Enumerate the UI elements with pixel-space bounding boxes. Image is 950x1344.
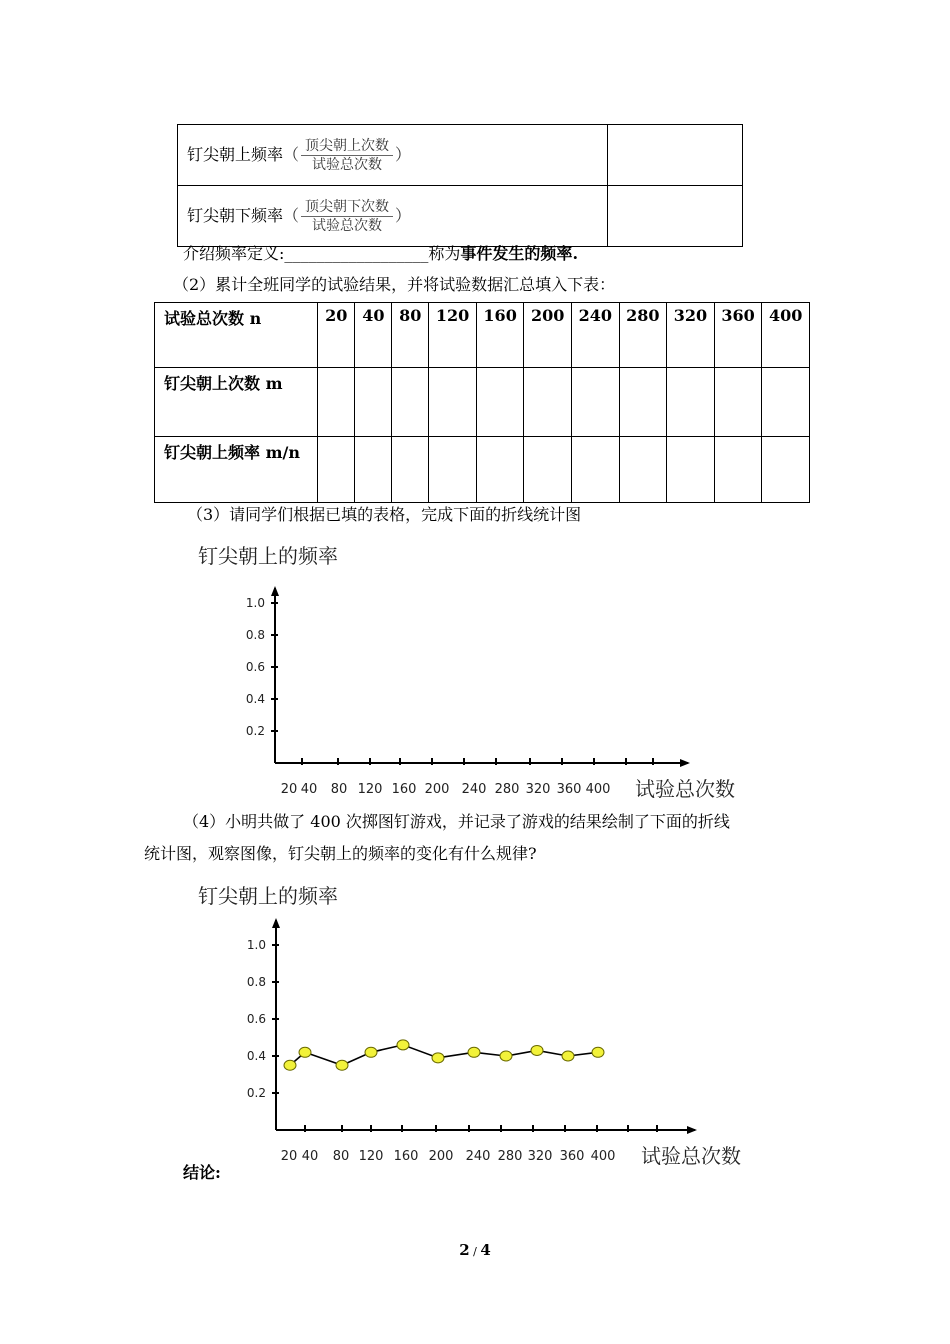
data-point — [299, 1047, 311, 1057]
x-tick-label: 40 — [301, 1149, 319, 1164]
y-axis-arrow — [271, 586, 279, 596]
step-4-text-line1: （4）小明共做了 400 次掷图钉游戏，并记录了游戏的结果绘制了下面的折线 — [183, 812, 730, 831]
column-header: 320 — [667, 303, 715, 368]
freq-row-label: 钉尖朝下频率 — [187, 205, 284, 225]
data-cell[interactable] — [619, 437, 667, 503]
x-tick-label: 200 — [428, 1149, 454, 1164]
data-cell[interactable] — [524, 368, 572, 437]
data-cell[interactable] — [762, 437, 810, 503]
data-cell[interactable] — [355, 437, 392, 503]
series-line — [290, 1045, 598, 1065]
x-tick-label: 40 — [300, 782, 318, 797]
table-row — [155, 437, 810, 503]
freq-row-label-cell — [178, 186, 608, 247]
y-tick-label: 0.6 — [245, 660, 265, 674]
chart-title: 钉尖朝上的频率 — [198, 884, 338, 908]
x-axis-label: 试验总次数 — [641, 1144, 741, 1168]
y-tick-label: 0.4 — [246, 1049, 266, 1063]
x-tick-label: 160 — [391, 782, 417, 797]
column-header: 360 — [714, 303, 762, 368]
page-separator: / — [469, 1245, 481, 1258]
fraction — [301, 137, 393, 174]
data-point — [592, 1047, 604, 1057]
page-total: 4 — [480, 1241, 491, 1259]
x-axis-arrow — [687, 1126, 697, 1134]
data-point — [336, 1060, 348, 1070]
data-cell[interactable] — [476, 437, 524, 503]
column-header: 400 — [762, 303, 810, 368]
x-tick-label: 320 — [527, 1149, 553, 1164]
freq-row-label-cell — [178, 125, 608, 186]
data-cell[interactable] — [667, 368, 715, 437]
table-row — [155, 368, 810, 437]
data-cell[interactable] — [429, 437, 477, 503]
x-tick-label: 20 — [280, 782, 298, 797]
data-table — [154, 302, 810, 503]
x-tick-label: 120 — [357, 782, 383, 797]
x-axis-label: 试验总次数 — [635, 777, 735, 801]
x-tick-label: 20 — [280, 1149, 298, 1164]
definition-prefix: 介绍频率定义: — [183, 244, 285, 263]
fraction-numerator: 顶尖朝下次数 — [301, 198, 393, 217]
data-point — [397, 1040, 409, 1050]
table-row — [155, 303, 810, 368]
fraction-numerator: 顶尖朝上次数 — [301, 137, 393, 156]
x-tick-label: 240 — [465, 1149, 491, 1164]
row-header: 钉尖朝上次数 m — [155, 368, 318, 437]
y-tick-label: 0.4 — [245, 692, 265, 706]
x-tick-label: 80 — [332, 1149, 350, 1164]
data-point — [365, 1047, 377, 1057]
table-row — [178, 186, 743, 247]
data-cell[interactable] — [392, 437, 429, 503]
column-header: 280 — [619, 303, 667, 368]
data-point — [432, 1053, 444, 1063]
data-point — [531, 1045, 543, 1055]
data-cell[interactable] — [318, 368, 355, 437]
x-tick-label: 80 — [330, 782, 348, 797]
frequency-line-chart — [0, 870, 950, 1168]
x-tick-label: 160 — [393, 1149, 419, 1164]
column-header: 120 — [429, 303, 477, 368]
freq-row-label: 钉尖朝上频率 — [187, 144, 284, 164]
frequency-table — [177, 124, 743, 247]
paren-close: ） — [395, 144, 412, 164]
x-tick-label: 240 — [461, 782, 487, 797]
data-cell[interactable] — [524, 437, 572, 503]
column-header: 80 — [392, 303, 429, 368]
step-2-text: （2）累计全班同学的试验结果，并将试验数据汇总填入下表： — [173, 275, 616, 294]
data-cell[interactable] — [355, 368, 392, 437]
x-tick-label: 400 — [585, 782, 611, 797]
data-cell[interactable] — [667, 437, 715, 503]
conclusion-label: 结论: — [183, 1163, 221, 1182]
fraction — [301, 198, 393, 235]
row-header: 试验总次数 n — [155, 303, 318, 368]
data-cell[interactable] — [476, 368, 524, 437]
page-number — [0, 1239, 950, 1263]
y-tick-label: 0.2 — [245, 724, 265, 738]
freq-value-cell[interactable] — [608, 186, 743, 247]
page-current: 2 — [459, 1241, 470, 1259]
empty-line-chart — [0, 530, 950, 805]
column-header: 200 — [524, 303, 572, 368]
x-tick-label: 360 — [559, 1149, 585, 1164]
definition-blank[interactable]: __________________ — [284, 244, 429, 263]
step-4-text-line2: 统计图，观察图像，钉尖朝上的频率的变化有什么规律? — [144, 844, 537, 863]
definition-line — [183, 243, 578, 265]
x-tick-label: 400 — [590, 1149, 616, 1164]
y-tick-label: 0.2 — [246, 1086, 266, 1100]
definition-suffix: 称为 — [428, 244, 461, 263]
x-tick-label: 360 — [556, 782, 582, 797]
data-cell[interactable] — [318, 437, 355, 503]
x-axis-arrow — [680, 759, 690, 767]
x-tick-label: 280 — [497, 1149, 523, 1164]
fraction-denominator: 试验总次数 — [312, 156, 383, 173]
y-axis-arrow — [272, 918, 280, 928]
definition-term: 事件发生的频率 — [460, 244, 573, 263]
data-point — [284, 1060, 296, 1070]
data-cell[interactable] — [714, 368, 762, 437]
data-cell[interactable] — [714, 437, 762, 503]
x-tick-label: 320 — [525, 782, 551, 797]
y-tick-label: 0.6 — [246, 1012, 266, 1026]
chart-title: 钉尖朝上的频率 — [198, 544, 338, 568]
column-header: 160 — [476, 303, 524, 368]
data-cell[interactable] — [392, 368, 429, 437]
y-tick-label: 1.0 — [246, 938, 266, 952]
data-cell[interactable] — [429, 368, 477, 437]
paren-close: ） — [395, 205, 412, 225]
data-cell[interactable] — [619, 368, 667, 437]
row-header: 钉尖朝上频率 m/n — [155, 437, 318, 503]
y-tick-label: 0.8 — [245, 628, 265, 642]
data-point — [562, 1051, 574, 1061]
step-3-text: （3）请同学们根据已填的表格，完成下面的折线统计图 — [187, 505, 582, 524]
data-point — [500, 1051, 512, 1061]
definition-end: . — [572, 244, 579, 263]
data-point — [468, 1047, 480, 1057]
data-cell[interactable] — [572, 437, 620, 503]
paren-open: （ — [283, 205, 300, 225]
x-tick-label: 200 — [424, 782, 450, 797]
y-tick-label: 1.0 — [245, 596, 265, 610]
fraction-denominator: 试验总次数 — [312, 217, 383, 234]
y-tick-label: 0.8 — [246, 975, 266, 989]
column-header: 40 — [355, 303, 392, 368]
data-cell[interactable] — [762, 368, 810, 437]
column-header: 240 — [572, 303, 620, 368]
x-tick-label: 120 — [358, 1149, 384, 1164]
data-cell[interactable] — [572, 368, 620, 437]
x-tick-label: 280 — [494, 782, 520, 797]
freq-value-cell[interactable] — [608, 125, 743, 186]
column-header: 20 — [318, 303, 355, 368]
table-row — [178, 125, 743, 186]
paren-open: （ — [283, 144, 300, 164]
